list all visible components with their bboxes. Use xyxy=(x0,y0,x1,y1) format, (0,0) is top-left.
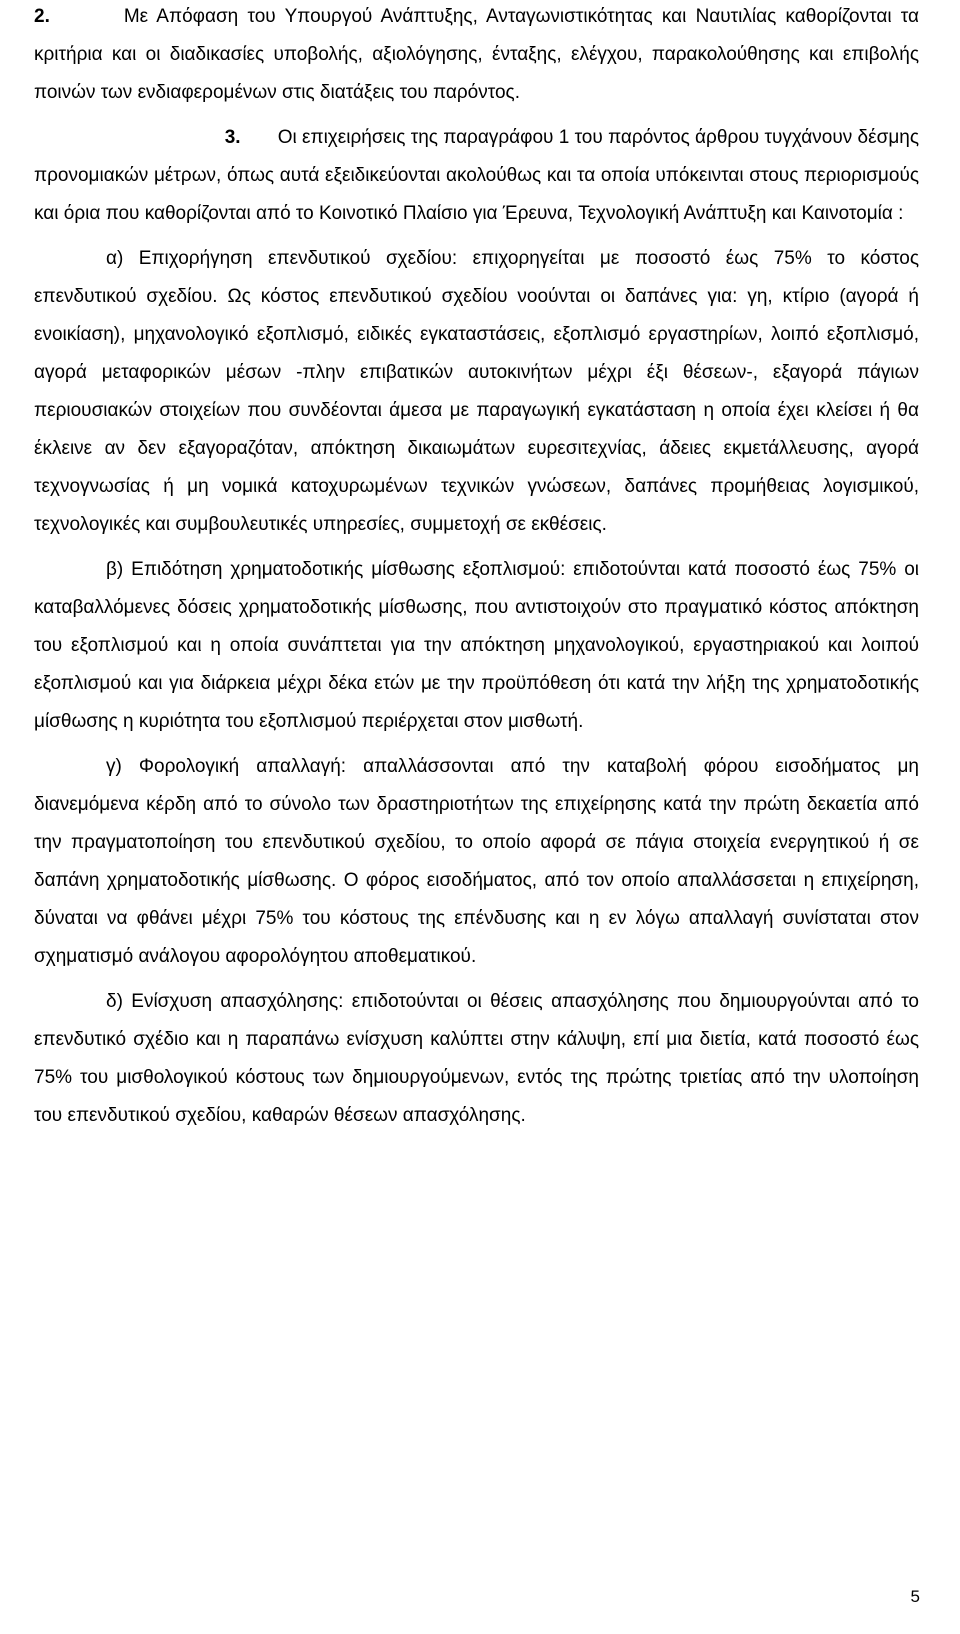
paragraph-beta xyxy=(34,551,919,741)
paragraph-text: γ) Φορολογική απαλλαγή: απαλλάσσονται από την καταβολή φόρου εισοδήματος μη διανεμόμενα κέρδη από το σύνολο των δραστηριοτήτων της επιχείρησης κατά την πρώτη δεκαετία από την πραγματοποίηση του επενδυτικού σχεδίου, το οποίο αφορά σε πάγια στοιχεία ενεργητικού ή σε δαπάνη χρηματοδοτικής μίσθωσης. Ο φόρος εισοδήματος, από τον οποίο απαλλάσσεται η επιχείρηση, δύναται να φθάνει μέχρι 75% του κόστους της επένδυσης και η εν λόγω απαλλαγή συνίσταται στον σχηματισμό ανάλογου αφορολόγητου αποθεματικού. xyxy=(34,756,919,967)
paragraph-text: β) Επιδότηση χρηματοδοτικής μίσθωσης εξοπλισμού: επιδοτούνται κατά ποσοστό έως 75% οι καταβαλλόμενες δόσεις χρηματοδοτικής μίσθωσης, που αντιστοιχούν στο πραγματικό κόστος απόκτηση του εξοπλισμού και η οποία συνάπτεται για την απόκτηση μηχανολογικού, εργαστηριακού και λοιπού εξοπλισμού και για διάρκεια μέχρι δέκα ετών με την προϋπόθεση ότι κατά την λήξη της χρηματοδοτικής μίσθωσης η κυριότητα του εξοπλισμού περιέρχεται στον μισθωτή. xyxy=(34,559,919,732)
paragraph-text: Οι επιχειρήσεις της παραγράφου 1 του παρόντος άρθρου τυγχάνουν δέσμης προνομιακών μέτρων, όπως αυτά εξειδικεύονται ακολούθως και τα οποία υπόκεινται στους περιορισμούς και όρια που καθορίζονται από το Κοινοτικό Πλαίσιο για Έρευνα, Τεχνολογική Ανάπτυξη και Καινοτομία : xyxy=(34,127,919,224)
paragraph-number: 2. xyxy=(34,6,50,27)
paragraph-3 xyxy=(34,119,919,233)
paragraph-2 xyxy=(34,0,919,112)
paragraph-alpha xyxy=(34,240,919,544)
paragraph-text: δ) Ενίσχυση απασχόλησης: επιδοτούνται οι θέσεις απασχόλησης που δημιουργούνται από το επενδυτικό σχέδιο και η παραπάνω ενίσχυση καλύπτει στην κάλυψη, επί μια διετία, κατά ποσοστό έως 75% του μισθολογικού κόστους των δημιουργούμενων, εντός της πρώτης τριετίας από την υλοποίηση του επενδυτικού σχεδίου, καθαρών θέσεων απασχόλησης. xyxy=(34,991,919,1126)
paragraph-gamma xyxy=(34,748,919,976)
paragraph-text: α) Επιχορήγηση επενδυτικού σχεδίου: επιχορηγείται με ποσοστό έως 75% το κόστος επενδυτικού σχεδίου. Ως κόστος επενδυτικού σχεδίου νοούνται οι δαπάνες για: γη, κτίριο (αγορά ή ενοικίαση), μηχανολογικό εξοπλισμό, ειδικές εγκαταστάσεις, εξοπλισμό εργαστηρίων, λοιπό εξοπλισμό, αγορά μεταφορικών μέσων -πλην επιβατικών αυτοκινήτων μέχρι έξι θέσεων-, εξαγορά πάγιων περιουσιακών στοιχείων που συνδέονται άμεσα με παραγωγική εγκατάσταση η οποία έχει κλείσει ή θα έκλεινε αν δεν εξαγοραζόταν, απόκτηση δικαιωμάτων ευρεσιτεχνίας, άδειες εκμετάλλευσης, αγορά τεχνογνωσίας ή μη νομικά κατοχυρωμένων τεχνικών γνώσεων, δαπάνες προμήθειας λογισμικού, τεχνολογικές και συμβουλευτικές υπηρεσίες, συμμετοχή σε εκθέσεις. xyxy=(34,248,919,535)
paragraph-number: 3. xyxy=(224,127,241,148)
paragraph-delta xyxy=(34,983,919,1135)
page-number: 5 xyxy=(910,1587,920,1606)
paragraph-text: Με Απόφαση του Υπουργού Ανάπτυξης, Ανταγωνιστικότητας και Ναυτιλίας καθορίζονται τα κριτήρια και οι διαδικασίες υποβολής, αξιολόγησης, ένταξης, ελέγχου, παρακολούθησης και επιβολής ποινών των ενδιαφερομένων στις διατάξεις του παρόντος. xyxy=(34,6,919,103)
